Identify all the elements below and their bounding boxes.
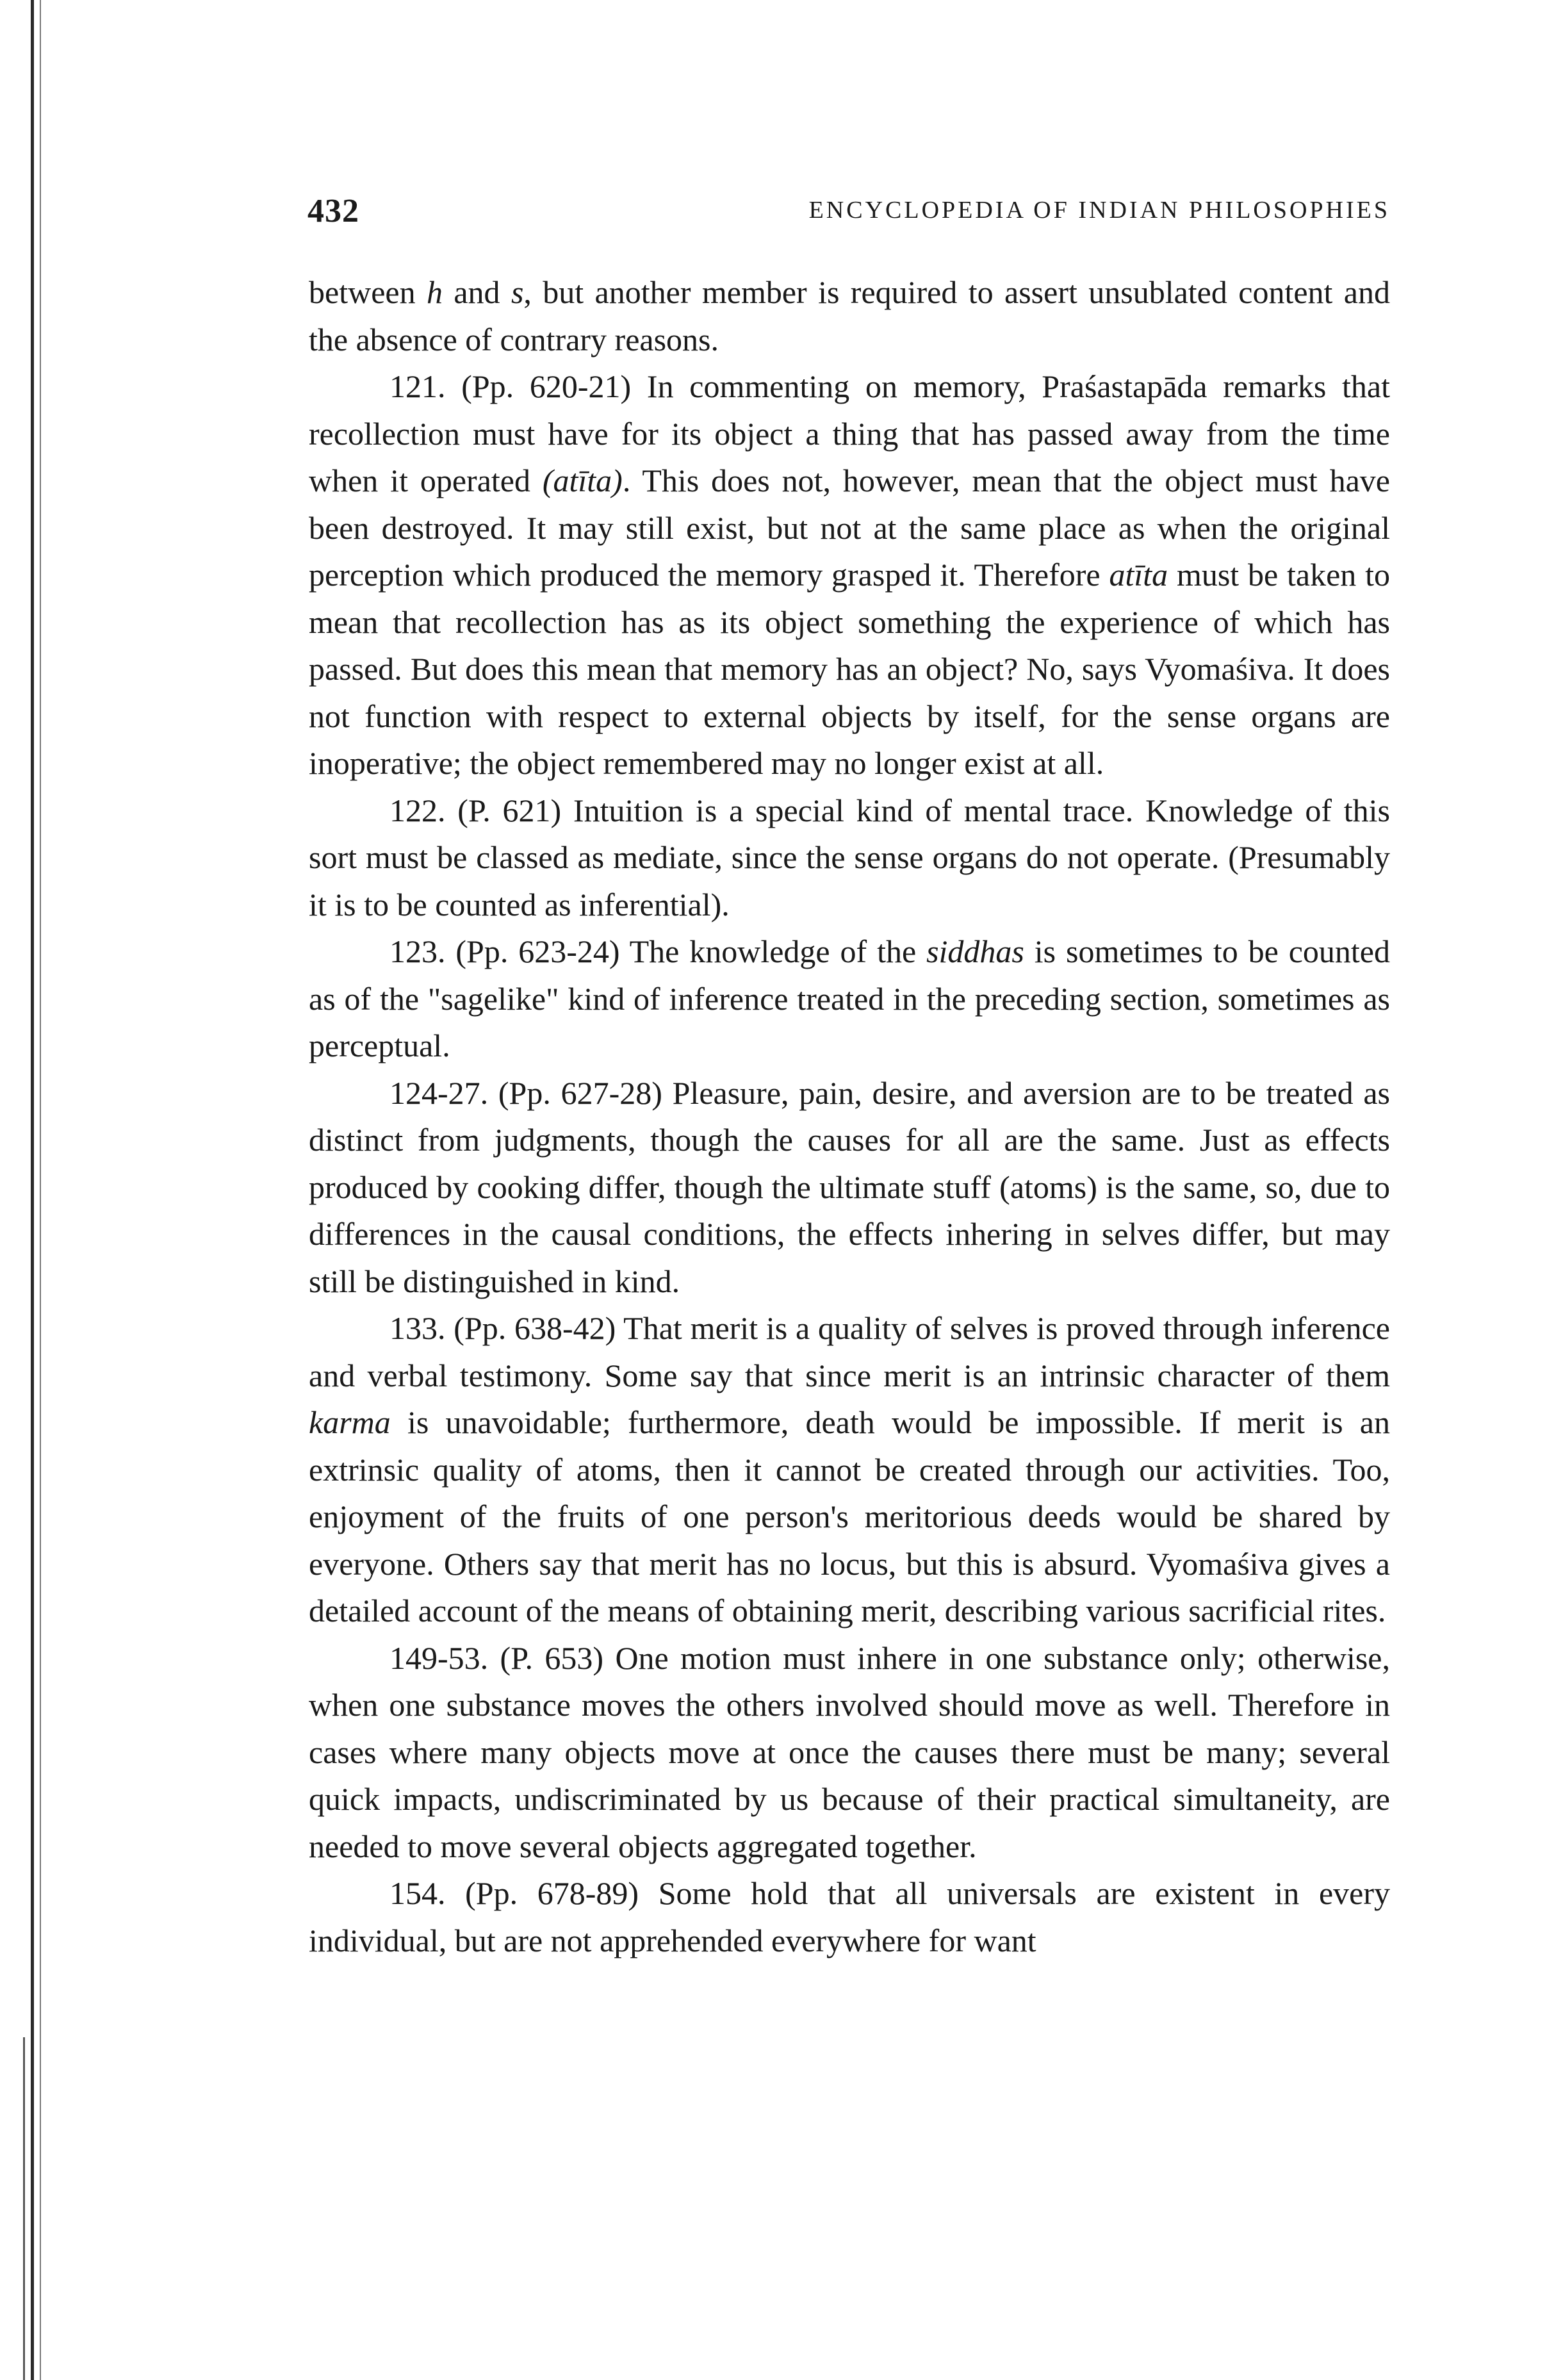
text-run: 121. (Pp. 620-21) In commenting on memory, Praśastapāda remarks that recollection must have for its object a thing that has passed away from the time when it operated xyxy=(309,368,1390,498)
text-run: . This does not, however, mean that the object must have been destroyed. It may still exist, but not at the same place as when the original perception which produced the memory grasped it. Therefore xyxy=(309,463,1390,593)
paragraph-continuation xyxy=(309,269,1390,363)
paragraph-149-53 xyxy=(309,1635,1390,1871)
text-run: 133. (Pp. 638-42) That merit is a quality of selves is proved through inference and verbal testimony. Some say that since merit is an intrinsic character of them xyxy=(309,1310,1390,1393)
binding-edge-inner xyxy=(40,0,41,2380)
italic-term: atīta xyxy=(1109,557,1168,593)
italic-term: s xyxy=(511,274,524,310)
binding-edge-lower xyxy=(23,2037,25,2380)
body-text xyxy=(309,269,1390,1964)
page-number: 432 xyxy=(307,193,359,229)
italic-term: karma xyxy=(309,1404,391,1440)
paragraph-133 xyxy=(309,1305,1390,1635)
page-header xyxy=(307,192,1390,243)
text-run: between xyxy=(309,274,427,310)
text-run: 154. (Pp. 678-89) Some hold that all universals are existent in every individual, but are not apprehended everywhere for want xyxy=(309,1875,1390,1958)
text-run: is sometimes to be counted as of the "sagelike" kind of inference treated in the preceding section, sometimes as perceptual. xyxy=(309,933,1390,1063)
running-head: ENCYCLOPEDIA OF INDIAN PHILOSOPHIES xyxy=(808,197,1390,224)
text-run: 123. (Pp. 623-24) The knowledge of the xyxy=(389,933,927,969)
binding-edge xyxy=(31,0,34,2380)
text-run: 124-27. (Pp. 627-28) Pleasure, pain, desire, and aversion are to be treated as distinct from judgments, though the causes for all are the same. Just as effects produced by cooking differ, though the ultimate stuff (atoms) is the same, so, due to differences in the causal conditions, the effects inhering in selves differ, but may still be distinguished in kind. xyxy=(309,1074,1390,1299)
text-run: is unavoidable; furthermore, death would be impossible. If merit is an extrinsic quality of atoms, then it cannot be created through our activities. Too, enjoyment of the fruits of one person's meritorious deeds would be shared by everyone. Others say that merit has no locus, but this is absurd. Vyomaśiva gives a detailed account of the means of obtaining merit, describing various sacrificial rites. xyxy=(309,1404,1390,1629)
italic-term: siddhas xyxy=(926,933,1024,969)
text-run: , but another member is required to assert unsublated content and the absence of contrary reasons. xyxy=(309,274,1391,357)
paragraph-154 xyxy=(309,1870,1390,1964)
paragraph-121 xyxy=(309,363,1390,787)
italic-term: (atīta) xyxy=(542,463,623,498)
text-run: 122. (P. 621) Intuition is a special kind of mental trace. Knowledge of this sort must be classed as mediate, since the sense organs do not operate. (Presumably it is to be counted as inferential). xyxy=(309,792,1390,923)
text-run: must be taken to mean that recollection has as its object something the experience of which has passed. But does this mean that memory has an object? No, says Vyomaśiva. It does not function with respect to external objects by itself, for the sense organs are inoperative; the object remembered may no longer exist at all. xyxy=(309,557,1390,781)
text-run: 149-53. (P. 653) One motion must inhere in one substance only; otherwise, when one substance moves the others involved should move as well. Therefore in cases where many objects move at once the causes there must be many; several quick impacts, undiscriminated by us because of their practical simultaneity, are needed to move several objects aggregated together. xyxy=(309,1639,1390,1864)
text-run: and xyxy=(442,274,511,310)
paragraph-122 xyxy=(309,787,1390,929)
paragraph-124-27 xyxy=(309,1070,1390,1306)
paragraph-123 xyxy=(309,928,1390,1070)
italic-term: h xyxy=(426,274,443,310)
